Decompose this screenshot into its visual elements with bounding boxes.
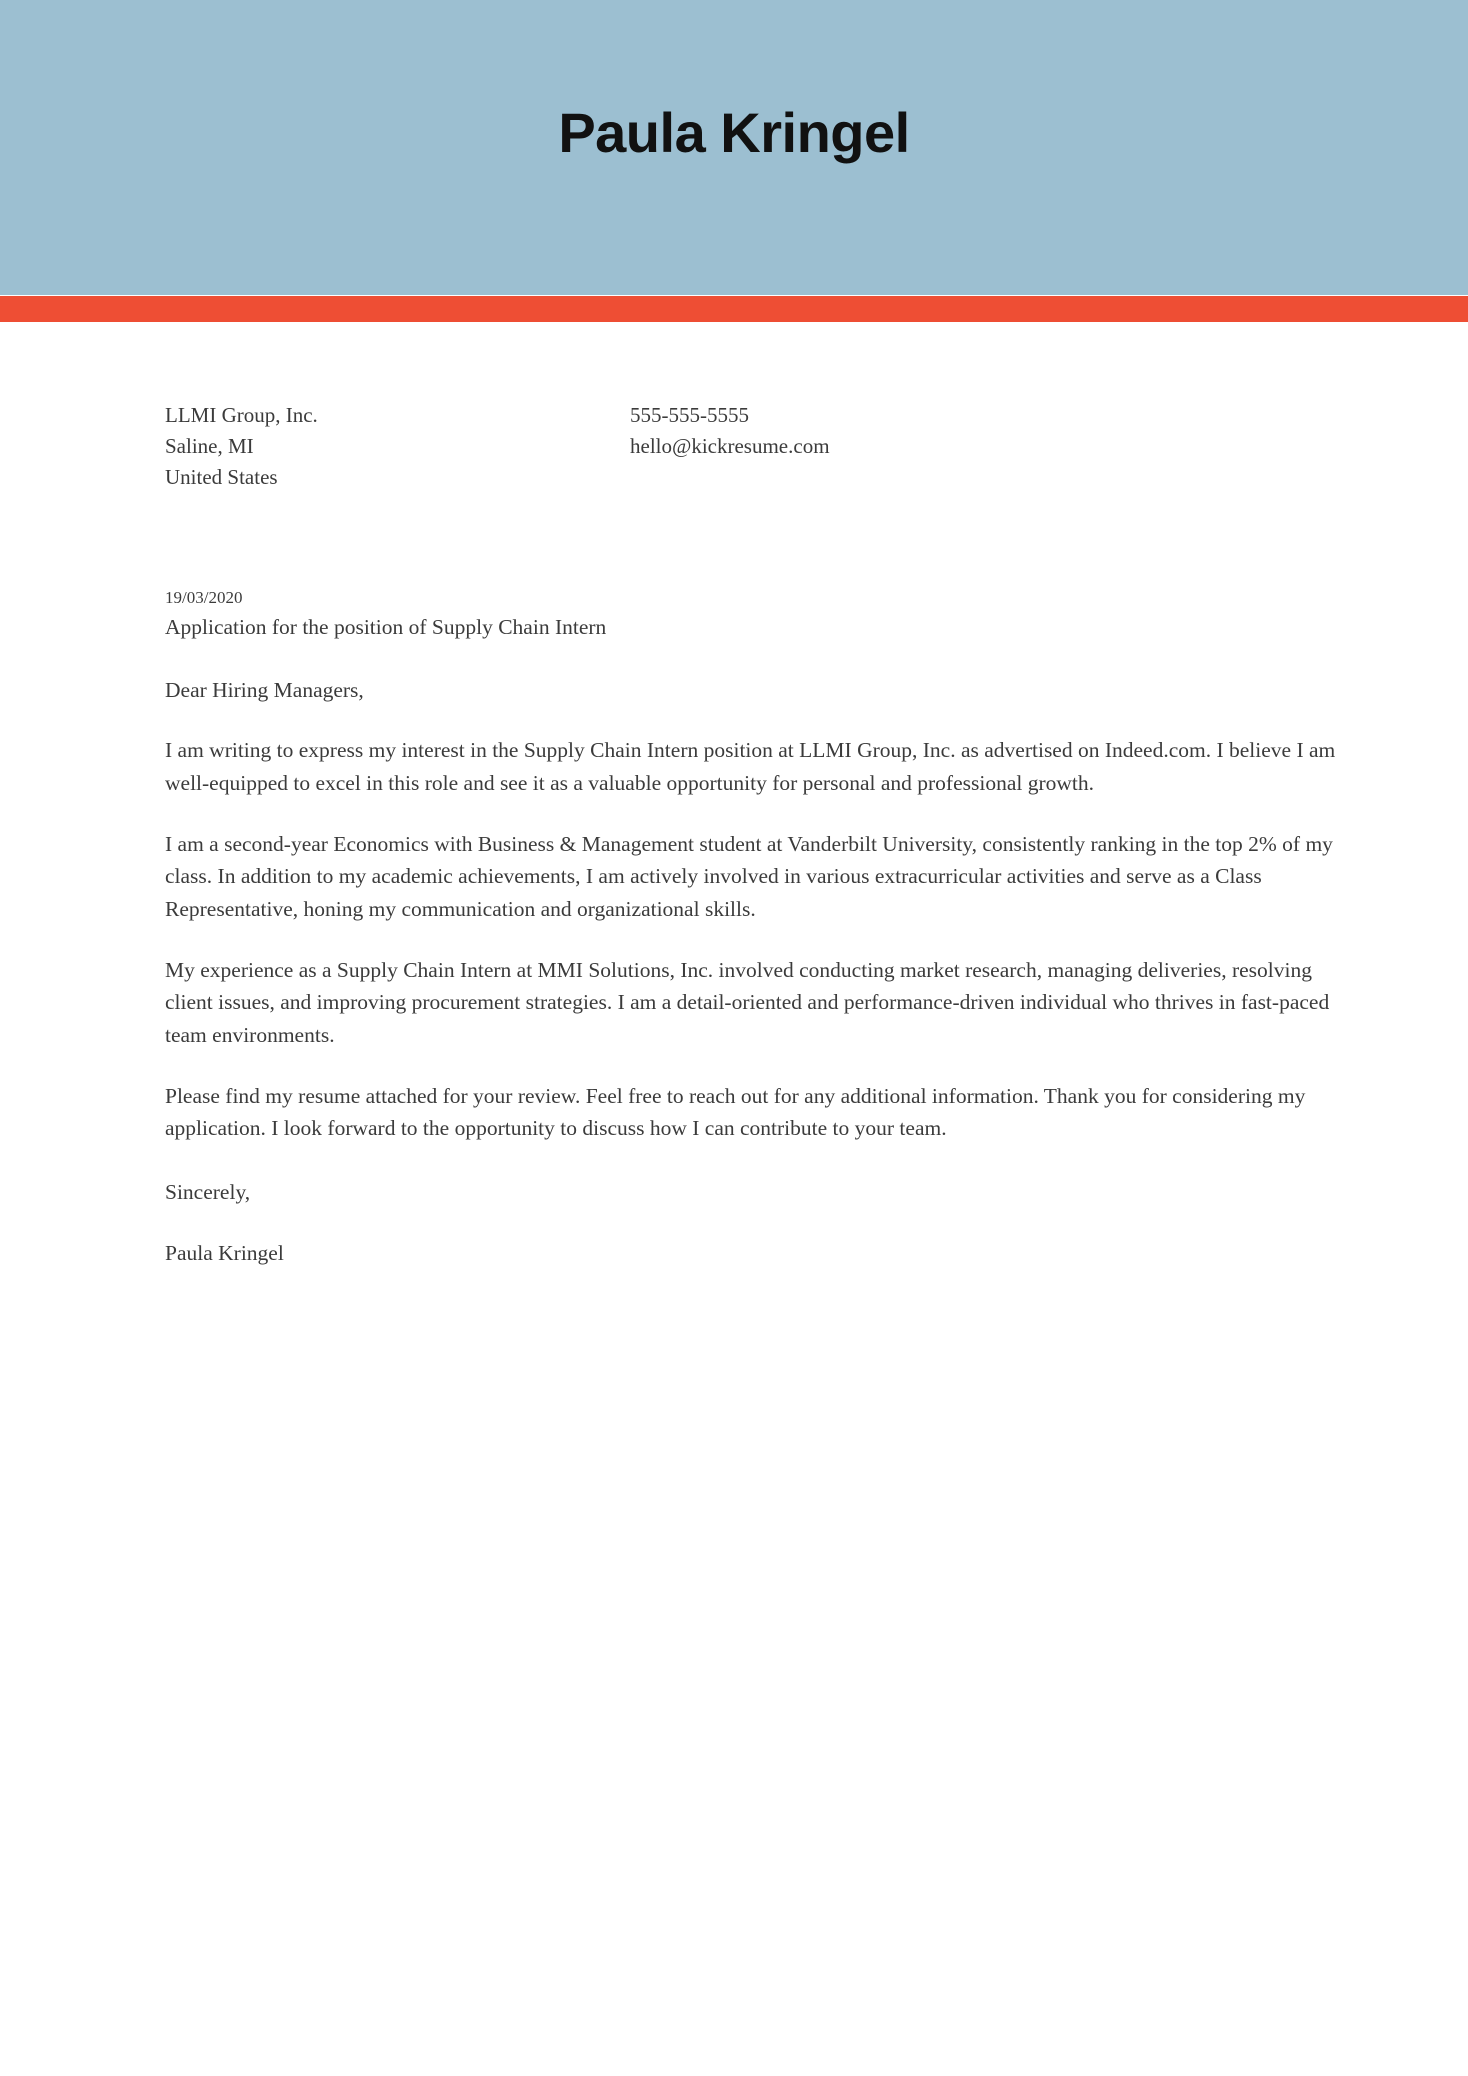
- accent-stripe-divider: [0, 296, 1468, 322]
- letter-subject: Application for the position of Supply Chain Intern: [165, 615, 607, 640]
- letter-salutation: Dear Hiring Managers,: [165, 678, 364, 703]
- letter-paragraph: I am a second-year Economics with Business & Management student at Vanderbilt University, consistently ranking in the top 2% of my class. In addition to my academic achievements, I am actively involved in various extracurricular activities and serve as a Class Representative, honing my communication and organizational skills.: [165, 831, 1333, 922]
- letter-meta-block: [165, 585, 1348, 644]
- letter-signature-name: Paula Kringel: [165, 1241, 284, 1266]
- letter-paragraph: I am writing to express my interest in the Supply Chain Intern position at LLMI Group, Inc. as advertised on Indeed.com. I believe I am well-equipped to excel in this role and see it as a valuable opportunity for personal and professional growth.: [165, 738, 1336, 796]
- contact-phone: 555-555-5555: [630, 403, 749, 427]
- header-banner: [0, 0, 1468, 295]
- recipient-company: LLMI Group, Inc.: [165, 403, 318, 427]
- recipient-country: United States: [165, 464, 278, 489]
- recipient-city-state: Saline, MI: [165, 433, 254, 458]
- letter-paragraph: My experience as a Supply Chain Intern at MMI Solutions, Inc. involved conducting market research, managing deliveries, resolving client issues, and improving procurement strategies. I am a detail-oriented and performance-driven individual who thrives in fast-paced team environments.: [165, 957, 1330, 1048]
- address-contact-block: [165, 400, 1348, 493]
- contact-email: hello@kickresume.com: [630, 433, 830, 458]
- recipient-address-column: [165, 400, 630, 493]
- sender-contact-column: [630, 400, 1348, 462]
- letter-closing: Sincerely,: [165, 1180, 251, 1205]
- applicant-name-title: Paula Kringel: [558, 100, 910, 164]
- letter-body: [165, 400, 1348, 1269]
- letter-paragraph: Please find my resume attached for your review. Feel free to reach out for any additional information. Thank you for considering my application. I look forward to the opportunity to discuss how I can contribute to your team.: [165, 1083, 1306, 1141]
- letter-date: 19/03/2020: [165, 587, 243, 607]
